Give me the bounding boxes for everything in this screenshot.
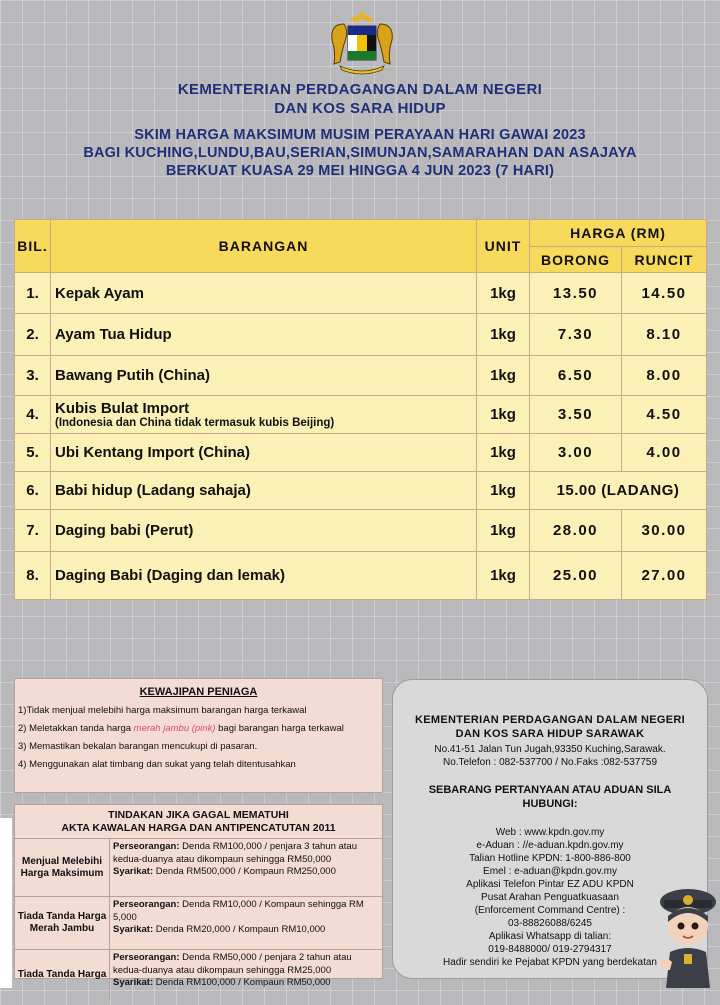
row-item [51,472,477,510]
row-price-wholesale: 25.00 [530,552,622,600]
duties-list [15,705,382,771]
contact-line: Talian Hotline KPDN: 1-800-886-800 [469,853,631,864]
row-unit: 1kg [477,273,530,314]
penalty-individual-text: Denda RM100,000 / penjara 3 tahun atau kedua-duanya atau dikompaun sehingga RM50,000 [113,841,357,865]
enforcement-officer-mascot-icon [656,878,720,988]
duty-item-4: 4) Menggunakan alat timbang dan sukat yang telah ditentusahkan [18,759,296,770]
row-number: 2. [15,314,51,356]
penalty-details [110,839,382,896]
table-row [15,510,707,552]
row-price-wholesale: 7.30 [530,314,622,356]
row-number: 4. [15,396,51,434]
contact-line: (Enforcement Command Centre) : [474,905,626,916]
row-number: 6. [15,472,51,510]
row-item [51,396,477,434]
table-row [15,472,707,510]
penalty-details [110,950,382,1000]
row-number: 8. [15,552,51,600]
duty-item-2 [18,723,382,735]
contact-line: Web : www.kpdn.gov.my [495,827,605,838]
penalties-box [14,804,383,988]
duty-item-1: 1)Tidak menjual melebihi harga maksimum barangan harga terkawal [18,705,307,716]
penalty-company-label: Syarikat: [113,866,154,877]
penalty-individual-text: Denda RM10,000 / Kompaun sehingga RM 5,000 [113,899,364,923]
penalty-row [15,897,382,950]
penalty-offence: Tiada Tanda Harga [15,950,110,1000]
row-number: 7. [15,510,51,552]
enquiry-heading [393,783,707,811]
penalty-details [110,897,382,949]
column-header-price: HARGA (RM) [530,220,707,247]
row-item [51,356,477,396]
duty-item-2-text-a: 2) Meletakkan tanda harga [18,723,134,734]
contact-line: Aplikasi Telefon Pintar EZ ADU KPDN [466,879,634,890]
trader-duties-box [14,678,383,793]
row-unit: 1kg [477,434,530,472]
scheme-line-2: BAGI KUCHING,LUNDU,BAU,SERIAN,SIMUNJAN,SAMARAHAN DAN ASAJAYA [83,145,637,161]
row-unit: 1kg [477,552,530,600]
column-header-item: BARANGAN [51,220,477,273]
penalty-individual-label: Perseorangan: [113,899,180,910]
penalty-company-label: Syarikat: [113,924,154,935]
row-price-wholesale: 3.00 [530,434,622,472]
penalty-offence: Tiada Tanda Harga Merah Jambu [15,897,110,949]
duties-title: KEWAJIPAN PENIAGA [139,686,258,698]
row-price-wholesale: 3.50 [530,396,622,434]
penalties-rows [15,839,382,1000]
penalty-company-text: Denda RM500,000 / Kompaun RM250,000 [153,866,336,877]
scheme-line-3: BERKUAT KUASA 29 MEI HINGGA 4 JUN 2023 (7 HARI) [165,163,555,179]
row-number: 3. [15,356,51,396]
row-item-name: Ubi Kentang Import (China) [55,444,250,461]
row-item-name: Daging babi (Perut) [55,522,194,539]
office-name-line-2: DAN KOS SARA HIDUP SARAWAK [455,728,645,740]
row-unit: 1kg [477,472,530,510]
enquiry-heading-line-1: SEBARANG PERTANYAAN ATAU ADUAN SILA [428,784,672,796]
table-row [15,356,707,396]
column-header-unit: UNIT [477,220,530,273]
scheme-line-1: SKIM HARGA MAKSIMUM MUSIM PERAYAAN HARI GAWAI 2023 [134,127,586,143]
column-header-bil: BIL. [15,220,51,273]
contact-line: 03-88826088/6245 [508,918,592,929]
row-item [51,314,477,356]
penalties-title [15,805,382,839]
row-item-name: Babi hidup (Ladang sahaja) [55,482,251,499]
duty-item-2-pink: merah jambu (pink) [133,723,216,734]
row-unit: 1kg [477,314,530,356]
contact-line: 019-8488000/ 019-2794317 [488,944,612,955]
row-unit: 1kg [477,396,530,434]
penalty-individual-label: Perseorangan: [113,952,180,963]
office-phone-line: No.Telefon : 082-537700 / No.Faks :082-537759 [442,757,658,768]
contact-line: e-Aduan : //e-aduan.kpdn.gov.my [476,840,624,851]
price-table-body [15,273,707,600]
row-price-retail: 27.00 [622,552,707,600]
left-edge-strip [0,818,12,988]
row-item [51,273,477,314]
column-header-wholesale: BORONG [530,247,622,273]
price-table [14,219,707,600]
row-price-retail: 30.00 [622,510,707,552]
row-item-name: Daging Babi (Daging dan lemak) [55,567,286,584]
penalty-company-label: Syarikat: [113,977,154,988]
row-item [51,552,477,600]
penalty-offence: Menjual Melebihi Harga Maksimum [15,839,110,896]
row-price-retail: 4.00 [622,434,707,472]
row-item-name: Bawang Putih (China) [55,367,210,384]
office-address [393,743,707,769]
office-name-line-1: KEMENTERIAN PERDAGANGAN DALAM NEGERI [415,714,685,726]
penalties-title-line-2: AKTA KAWALAN HARGA DAN ANTIPENCATUTAN 2011 [61,822,336,834]
column-header-retail: RUNCIT [622,247,707,273]
row-item-name: Kubis Bulat Import [55,400,190,417]
contact-line: Aplikasi Whatsapp di talian: [488,931,612,942]
row-number: 5. [15,434,51,472]
contact-line: Hadir sendiri ke Pejabat KPDN yang berdekatan [442,957,657,968]
ministry-line-2: DAN KOS SARA HIDUP [274,100,446,117]
row-unit: 1kg [477,356,530,396]
row-number: 1. [15,273,51,314]
penalty-company-text: Denda RM20,000 / Kompaun RM10,000 [153,924,326,935]
contact-line: Pusat Arahan Penguatkuasaan [481,892,619,903]
duty-item-3: 3) Memastikan bekalan barangan mencukupi di pasaran. [18,741,258,752]
penalty-individual-label: Perseorangan: [113,841,180,852]
penalty-row [15,950,382,1000]
table-row [15,273,707,314]
row-item [51,510,477,552]
scheme-heading [0,126,720,180]
row-price-wholesale: 6.50 [530,356,622,396]
malaysia-coat-of-arms-icon [322,10,402,76]
row-item-note: (Indonesia dan China tidak termasuk kubis Beijing) [55,417,335,429]
ministry-line-1: KEMENTERIAN PERDAGANGAN DALAM NEGERI [177,81,543,98]
row-price-wholesale: 13.50 [530,273,622,314]
row-item-name: Kepak Ayam [55,284,144,302]
office-address-line: No.41-51 Jalan Tun Jugah,93350 Kuching,Sarawak. [434,744,666,755]
row-item-name: Ayam Tua Hidup [55,326,172,343]
enquiry-heading-line-2: HUBUNGI: [522,798,578,810]
row-item [51,434,477,472]
ministry-heading [0,80,720,118]
table-row [15,434,707,472]
row-price-retail: 14.50 [622,273,707,314]
duty-item-2-text-b: bagi barangan harga terkawal [215,723,344,734]
row-price-retail: 4.50 [622,396,707,434]
row-unit: 1kg [477,510,530,552]
table-row [15,396,707,434]
row-price-wholesale: 28.00 [530,510,622,552]
table-row [15,552,707,600]
row-price-combined: 15.00 (LADANG) [530,472,707,510]
row-price-retail: 8.00 [622,356,707,396]
table-row [15,314,707,356]
office-name [393,713,707,741]
row-price-retail: 8.10 [622,314,707,356]
penalty-company-text: Denda RM100,000 / Kompaun RM50,000 [153,977,331,988]
penalty-individual-text: Denda RM50,000 / penjara 2 tahun atau kedua-duanya atau dikompaun sehingga RM25,000 [113,952,352,976]
penalties-title-line-1: TINDAKAN JIKA GAGAL MEMATUHI [108,809,289,821]
penalty-row [15,839,382,897]
contact-line: Emel : e-aduan@kpdn.gov.my [483,866,617,877]
